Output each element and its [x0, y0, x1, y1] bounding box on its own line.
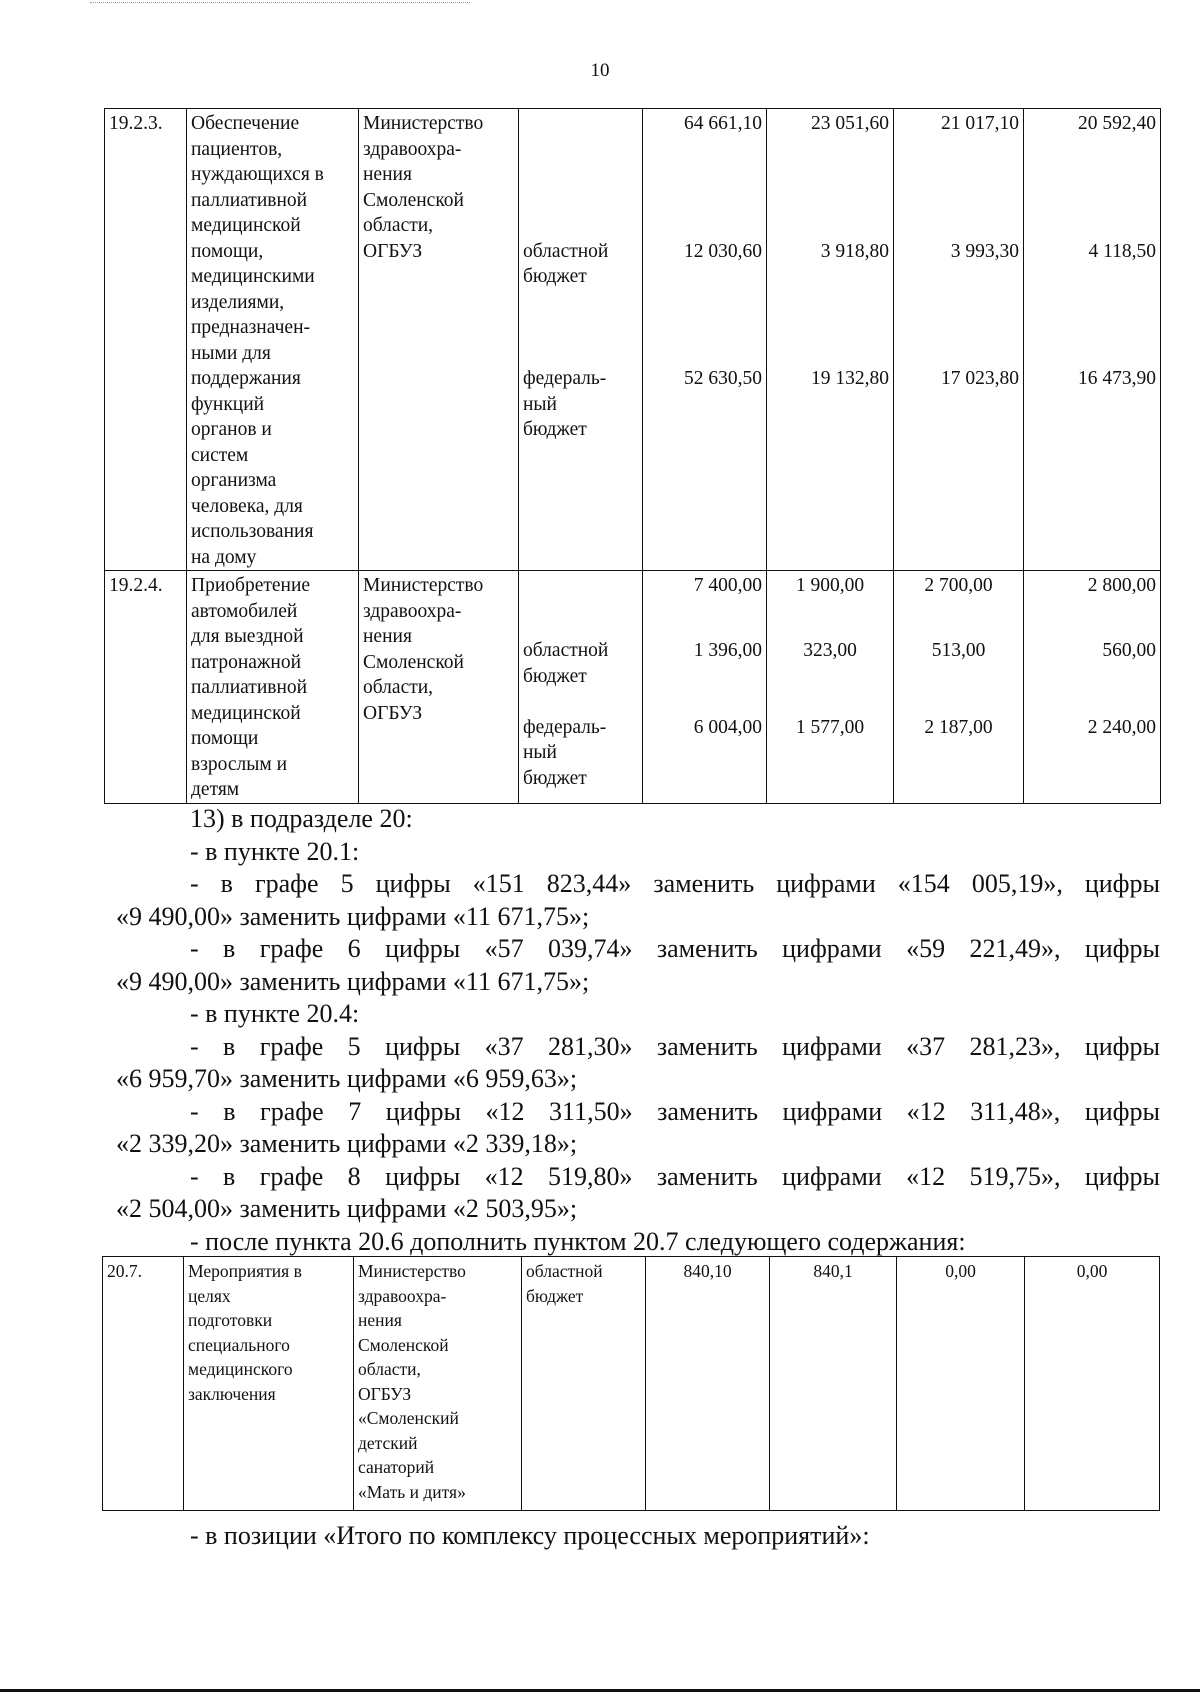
amount-year-1: 1 900,00 323,00 1 577,00 — [767, 571, 894, 804]
paragraph-line: - в графе 7 цифры «12 311,50» заменить цифрами «12 311,48», цифры — [190, 1096, 1160, 1126]
amendment-text — [116, 803, 1160, 1258]
amount-year-2: 21 017,10 3 993,30 17 023,80 — [894, 109, 1024, 571]
executor: Министерство здравоохра- нения Смоленской области, ОГБУЗ — [359, 571, 519, 804]
paragraph-line: - в графе 6 цифры «57 039,74» заменить цифрами «59 221,49», цифры — [190, 934, 1160, 963]
amount-year-1: 23 051,60 3 918,80 19 132,80 — [767, 109, 894, 571]
final-paragraph — [116, 1520, 1160, 1553]
paragraph-line: «9 490,00» заменить цифрами «11 671,75»; — [116, 966, 590, 996]
table-row — [105, 109, 1161, 571]
amount-total: 7 400,00 1 396,00 6 004,00 — [643, 571, 767, 804]
measure-name: Мероприятия в целях подготовки специального медицинского заключения — [184, 1257, 354, 1511]
funding-source: областной бюджет федераль- ный бюджет — [519, 571, 643, 804]
paragraph-line: «2 504,00» заменить цифрами «2 503,95»; — [116, 1194, 578, 1223]
paragraph-line: - в пункте 20.1: — [190, 836, 360, 866]
paragraph-line: 13) в подразделе 20: — [190, 804, 413, 833]
budget-table-20-7 — [102, 1256, 1160, 1511]
table-row — [105, 571, 1161, 804]
row-id: 19.2.3. — [105, 109, 187, 571]
amount-year-3: 2 800,00 560,00 2 240,00 — [1024, 571, 1161, 804]
amount-total: 64 661,10 12 030,60 52 630,50 — [643, 109, 767, 571]
amount-year-3: 20 592,40 4 118,50 16 473,90 — [1024, 109, 1161, 571]
amount-total: 840,10 — [646, 1257, 770, 1511]
executor: Министерство здравоохра- нения Смоленской области, ОГБУЗ «Смоленский детский санаторий «Мать и дитя» — [354, 1257, 522, 1511]
amount-year-3: 0,00 — [1025, 1257, 1160, 1511]
table-row — [103, 1257, 1160, 1511]
funding-source: областной бюджет федераль- ный бюджет — [519, 109, 643, 571]
paragraph-line: «9 490,00» заменить цифрами «11 671,75»; — [116, 901, 590, 931]
scan-top-mark — [90, 2, 470, 3]
paragraph-line: «6 959,70» заменить цифрами «6 959,63»; — [116, 1064, 578, 1093]
measure-name: Обеспечение пациентов, нуждающихся в паллиативной медицинской помощи, медицинскими изделиями, предназначен- ными для поддержания функций органов и систем организма человека, для использования на дому — [187, 109, 359, 571]
amount-year-2: 0,00 — [897, 1257, 1025, 1511]
row-id: 20.7. — [103, 1257, 184, 1511]
paragraph-line: - в позиции «Итого по комплексу процессных мероприятий»: — [190, 1521, 870, 1550]
paragraph-line: - после пункта 20.6 дополнить пунктом 20.7 следующего содержания: — [190, 1226, 966, 1256]
amount-year-2: 2 700,00 513,00 2 187,00 — [894, 571, 1024, 804]
paragraph-line: «2 339,20» заменить цифрами «2 339,18»; — [116, 1129, 578, 1158]
page-bottom-edge — [0, 1689, 1200, 1692]
budget-table-19-2 — [104, 108, 1161, 804]
page-number: 10 — [590, 60, 610, 81]
row-id: 19.2.4. — [105, 571, 187, 804]
paragraph-line: - в пункте 20.4: — [190, 999, 360, 1028]
measure-name: Приобретение автомобилей для выездной патронажной паллиативной медицинской помощи взрослым и детям — [187, 571, 359, 804]
paragraph-line: - в графе 8 цифры «12 519,80» заменить цифрами «12 519,75», цифры — [190, 1161, 1160, 1191]
funding-source: областной бюджет — [522, 1257, 646, 1511]
paragraph-line: - в графе 5 цифры «151 823,44» заменить цифрами «154 005,19», цифры — [190, 869, 1160, 898]
amount-year-1: 840,1 — [770, 1257, 897, 1511]
paragraph-line: - в графе 5 цифры «37 281,30» заменить цифрами «37 281,23», цифры — [190, 1031, 1160, 1061]
executor: Министерство здравоохра- нения Смоленской области, ОГБУЗ — [359, 109, 519, 571]
